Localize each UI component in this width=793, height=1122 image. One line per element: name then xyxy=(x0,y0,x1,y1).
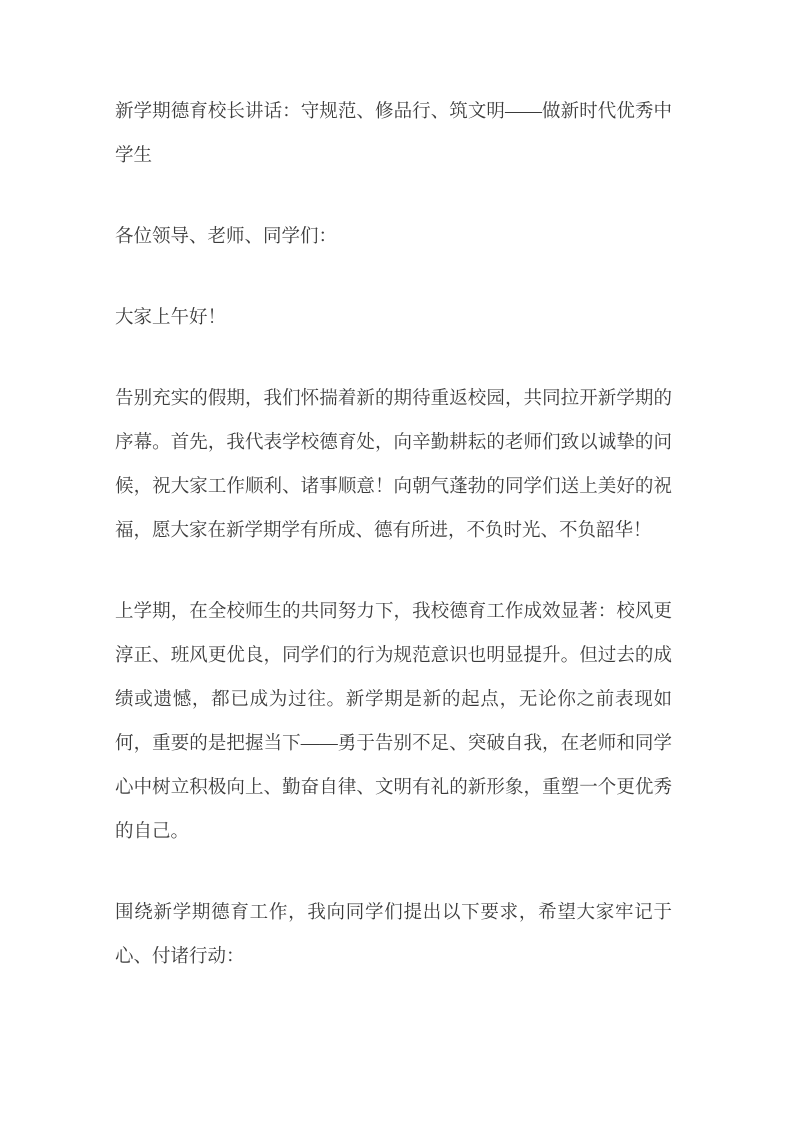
document-title: 新学期德育校长讲话：守规范、修品行、筑文明——做新时代优秀中学生 xyxy=(115,102,672,166)
salutation-line: 各位领导、老师、同学们： xyxy=(115,227,338,247)
paragraph-requirements-intro: 围绕新学期德育工作，我向同学们提出以下要求，希望大家牢记于心、付诸行动： xyxy=(115,903,672,967)
document-page xyxy=(115,0,672,979)
paragraph-opening-welcome: 告别充实的假期，我们怀揣着新的期待重返校园，共同拉开新学期的序幕。首先，我代表学校德育处，向辛勤耕耘的老师们致以诚挚的问候，祝大家工作顺利、诸事顺意！向朝气蓬勃的同学们送上美好的祝福，愿大家在新学期学有所成、德有所进，不负时光、不负韶华！ xyxy=(115,389,672,541)
greeting-line: 大家上午好！ xyxy=(115,308,227,328)
paragraph-last-semester-review: 上学期，在全校师生的共同努力下，我校德育工作成效显著：校风更淳正、班风更优良，同学们的行为规范意识也明显提升。但过去的成绩或遗憾，都已成为过往。新学期是新的起点，无论你之前表现如何，重要的是把握当下——勇于告别不足、突破自我，在老师和同学心中树立积极向上、勤奋自律、文明有礼的新形象，重塑一个更优秀的自己。 xyxy=(115,602,672,842)
